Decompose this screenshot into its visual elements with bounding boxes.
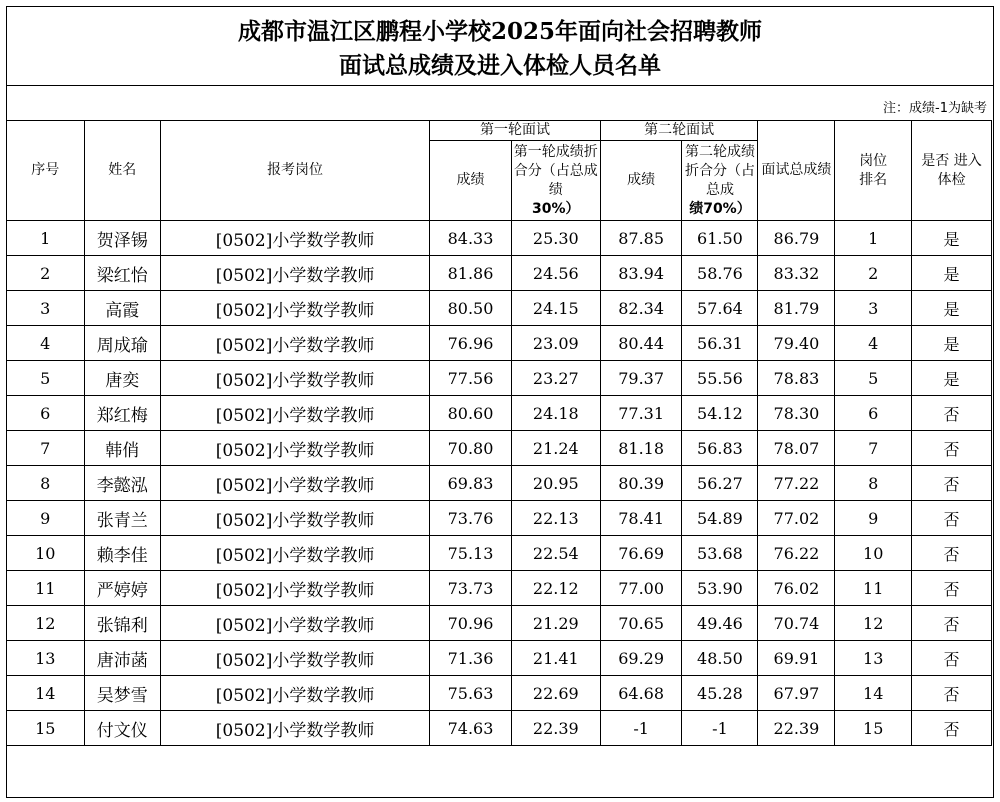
cell-physical: 是 bbox=[912, 256, 992, 291]
table-row bbox=[7, 536, 992, 571]
cell-r2-score: 77.00 bbox=[600, 571, 682, 606]
cell-physical: 否 bbox=[912, 536, 992, 571]
cell-r2-weighted: 53.68 bbox=[682, 536, 758, 571]
cell-seq: 11 bbox=[7, 571, 85, 606]
cell-name: 李懿泓 bbox=[84, 466, 160, 501]
cell-r2-weighted: 61.50 bbox=[682, 221, 758, 256]
cell-r1-weighted: 22.12 bbox=[511, 571, 600, 606]
cell-r2-score: 79.37 bbox=[600, 361, 682, 396]
title-line-2: 面试总成绩及进入体检人员名单 bbox=[339, 52, 661, 79]
cell-r1-weighted: 23.09 bbox=[511, 326, 600, 361]
cell-physical: 否 bbox=[912, 641, 992, 676]
cell-rank: 3 bbox=[835, 291, 912, 326]
cell-rank: 15 bbox=[835, 711, 912, 746]
cell-rank: 1 bbox=[835, 221, 912, 256]
cell-r2-score: 80.44 bbox=[600, 326, 682, 361]
cell-r1-score: 80.50 bbox=[430, 291, 512, 326]
cell-name: 贺泽锡 bbox=[84, 221, 160, 256]
cell-physical: 否 bbox=[912, 711, 992, 746]
cell-total: 81.79 bbox=[758, 291, 835, 326]
cell-rank: 10 bbox=[835, 536, 912, 571]
cell-r1-score: 69.83 bbox=[430, 466, 512, 501]
cell-r2-weighted: 57.64 bbox=[682, 291, 758, 326]
cell-total: 78.83 bbox=[758, 361, 835, 396]
cell-seq: 14 bbox=[7, 676, 85, 711]
cell-r2-score: 78.41 bbox=[600, 501, 682, 536]
cell-r1-weighted: 22.39 bbox=[511, 711, 600, 746]
cell-r1-weighted: 21.29 bbox=[511, 606, 600, 641]
cell-seq: 13 bbox=[7, 641, 85, 676]
cell-seq: 3 bbox=[7, 291, 85, 326]
cell-r2-weighted: 55.56 bbox=[682, 361, 758, 396]
cell-r2-weighted: 49.46 bbox=[682, 606, 758, 641]
cell-post: [0502]小学数学教师 bbox=[160, 431, 429, 466]
cell-r1-score: 76.96 bbox=[430, 326, 512, 361]
cell-r1-score: 70.80 bbox=[430, 431, 512, 466]
cell-physical: 否 bbox=[912, 431, 992, 466]
cell-seq: 15 bbox=[7, 711, 85, 746]
cell-r1-weighted: 22.54 bbox=[511, 536, 600, 571]
cell-r1-score: 80.60 bbox=[430, 396, 512, 431]
cell-seq: 4 bbox=[7, 326, 85, 361]
header-total-text: 面试总成绩 bbox=[761, 162, 832, 178]
cell-physical: 是 bbox=[912, 326, 992, 361]
cell-seq: 2 bbox=[7, 256, 85, 291]
cell-rank: 5 bbox=[835, 361, 912, 396]
document-sheet bbox=[6, 6, 994, 798]
cell-r2-weighted: 48.50 bbox=[682, 641, 758, 676]
cell-name: 吴梦雪 bbox=[84, 676, 160, 711]
table-row bbox=[7, 256, 992, 291]
cell-post: [0502]小学数学教师 bbox=[160, 396, 429, 431]
header-rank bbox=[835, 121, 912, 221]
cell-total: 76.02 bbox=[758, 571, 835, 606]
cell-post: [0502]小学数学教师 bbox=[160, 501, 429, 536]
cell-name: 高霞 bbox=[84, 291, 160, 326]
cell-rank: 6 bbox=[835, 396, 912, 431]
cell-name: 梁红怡 bbox=[84, 256, 160, 291]
cell-name: 唐沛菡 bbox=[84, 641, 160, 676]
cell-r2-weighted: 54.89 bbox=[682, 501, 758, 536]
cell-post: [0502]小学数学教师 bbox=[160, 571, 429, 606]
cell-r1-score: 75.63 bbox=[430, 676, 512, 711]
cell-rank: 11 bbox=[835, 571, 912, 606]
cell-seq: 6 bbox=[7, 396, 85, 431]
cell-name: 张锦利 bbox=[84, 606, 160, 641]
cell-rank: 14 bbox=[835, 676, 912, 711]
table-row bbox=[7, 676, 992, 711]
header-round2: 第二轮面试 bbox=[600, 121, 758, 141]
cell-r1-score: 73.76 bbox=[430, 501, 512, 536]
cell-r2-weighted: 58.76 bbox=[682, 256, 758, 291]
cell-rank: 13 bbox=[835, 641, 912, 676]
cell-name: 郑红梅 bbox=[84, 396, 160, 431]
cell-total: 22.39 bbox=[758, 711, 835, 746]
cell-total: 79.40 bbox=[758, 326, 835, 361]
cell-name: 唐奕 bbox=[84, 361, 160, 396]
table-row bbox=[7, 361, 992, 396]
cell-rank: 12 bbox=[835, 606, 912, 641]
cell-r2-weighted: 56.27 bbox=[682, 466, 758, 501]
cell-r1-score: 77.56 bbox=[430, 361, 512, 396]
cell-seq: 7 bbox=[7, 431, 85, 466]
cell-total: 77.02 bbox=[758, 501, 835, 536]
cell-physical: 是 bbox=[912, 221, 992, 256]
cell-physical: 否 bbox=[912, 501, 992, 536]
absence-note: 注：成绩-1为缺考 bbox=[883, 101, 987, 116]
cell-name: 付文仪 bbox=[84, 711, 160, 746]
cell-r2-score: 81.18 bbox=[600, 431, 682, 466]
table-row bbox=[7, 396, 992, 431]
table-row bbox=[7, 291, 992, 326]
document-title bbox=[7, 15, 993, 83]
cell-post: [0502]小学数学教师 bbox=[160, 711, 429, 746]
cell-r2-score: 87.85 bbox=[600, 221, 682, 256]
cell-name: 严婷婷 bbox=[84, 571, 160, 606]
table-row bbox=[7, 606, 992, 641]
header-r2-weighted-a: 第二轮成绩折合分（占总成 bbox=[684, 143, 755, 198]
cell-r1-weighted: 25.30 bbox=[511, 221, 600, 256]
cell-name: 张青兰 bbox=[84, 501, 160, 536]
cell-r1-score: 73.73 bbox=[430, 571, 512, 606]
cell-r2-score: 76.69 bbox=[600, 536, 682, 571]
header-r1-weighted-b: 30%） bbox=[532, 200, 580, 217]
cell-physical: 否 bbox=[912, 571, 992, 606]
cell-total: 67.97 bbox=[758, 676, 835, 711]
cell-post: [0502]小学数学教师 bbox=[160, 326, 429, 361]
header-r2-score: 成绩 bbox=[600, 141, 682, 221]
table-row bbox=[7, 221, 992, 256]
cell-post: [0502]小学数学教师 bbox=[160, 536, 429, 571]
title-line-1: 成都市温江区鹏程小学校2025年面向社会招聘教师 bbox=[237, 18, 762, 45]
cell-total: 83.32 bbox=[758, 256, 835, 291]
cell-name: 周成瑜 bbox=[84, 326, 160, 361]
cell-r1-weighted: 23.27 bbox=[511, 361, 600, 396]
table-footer-blank bbox=[7, 746, 992, 780]
cell-r2-weighted: -1 bbox=[682, 711, 758, 746]
cell-post: [0502]小学数学教师 bbox=[160, 291, 429, 326]
cell-r1-weighted: 22.69 bbox=[511, 676, 600, 711]
cell-total: 78.07 bbox=[758, 431, 835, 466]
cell-r2-score: -1 bbox=[600, 711, 682, 746]
cell-r1-score: 84.33 bbox=[430, 221, 512, 256]
cell-total: 78.30 bbox=[758, 396, 835, 431]
cell-seq: 1 bbox=[7, 221, 85, 256]
cell-r2-weighted: 45.28 bbox=[682, 676, 758, 711]
cell-r2-score: 77.31 bbox=[600, 396, 682, 431]
cell-rank: 7 bbox=[835, 431, 912, 466]
cell-r1-weighted: 21.24 bbox=[511, 431, 600, 466]
cell-seq: 12 bbox=[7, 606, 85, 641]
cell-physical: 否 bbox=[912, 606, 992, 641]
cell-r2-weighted: 53.90 bbox=[682, 571, 758, 606]
cell-post: [0502]小学数学教师 bbox=[160, 466, 429, 501]
header-physical-text: 是否 进入体检 bbox=[921, 152, 982, 188]
cell-rank: 4 bbox=[835, 326, 912, 361]
cell-r1-weighted: 22.13 bbox=[511, 501, 600, 536]
cell-total: 76.22 bbox=[758, 536, 835, 571]
cell-rank: 8 bbox=[835, 466, 912, 501]
cell-r2-score: 70.65 bbox=[600, 606, 682, 641]
cell-r1-weighted: 24.56 bbox=[511, 256, 600, 291]
header-r1-weighted bbox=[511, 141, 600, 221]
cell-physical: 是 bbox=[912, 291, 992, 326]
header-seq: 序号 bbox=[7, 121, 85, 221]
cell-post: [0502]小学数学教师 bbox=[160, 221, 429, 256]
cell-total: 70.74 bbox=[758, 606, 835, 641]
table-row bbox=[7, 326, 992, 361]
results-body bbox=[7, 221, 992, 746]
cell-physical: 否 bbox=[912, 396, 992, 431]
header-round1: 第一轮面试 bbox=[430, 121, 601, 141]
cell-physical: 否 bbox=[912, 676, 992, 711]
table-row bbox=[7, 711, 992, 746]
header-total bbox=[758, 121, 835, 221]
cell-post: [0502]小学数学教师 bbox=[160, 676, 429, 711]
cell-rank: 9 bbox=[835, 501, 912, 536]
table-row bbox=[7, 431, 992, 466]
title-divider bbox=[7, 85, 993, 86]
cell-total: 77.22 bbox=[758, 466, 835, 501]
cell-r1-score: 70.96 bbox=[430, 606, 512, 641]
header-physical bbox=[912, 121, 992, 221]
table-row bbox=[7, 641, 992, 676]
cell-total: 69.91 bbox=[758, 641, 835, 676]
cell-seq: 9 bbox=[7, 501, 85, 536]
header-r1-weighted-a: 第一轮成绩折合分（占总成绩 bbox=[513, 143, 598, 198]
table-row bbox=[7, 571, 992, 606]
cell-r1-score: 75.13 bbox=[430, 536, 512, 571]
cell-name: 赖李佳 bbox=[84, 536, 160, 571]
cell-total: 86.79 bbox=[758, 221, 835, 256]
cell-r1-weighted: 21.41 bbox=[511, 641, 600, 676]
cell-r2-score: 82.34 bbox=[600, 291, 682, 326]
cell-r1-weighted: 20.95 bbox=[511, 466, 600, 501]
cell-seq: 8 bbox=[7, 466, 85, 501]
table-row bbox=[7, 501, 992, 536]
cell-physical: 否 bbox=[912, 466, 992, 501]
header-r2-weighted bbox=[682, 141, 758, 221]
cell-post: [0502]小学数学教师 bbox=[160, 606, 429, 641]
header-rank-text: 岗位排名 bbox=[859, 152, 888, 188]
cell-r2-score: 69.29 bbox=[600, 641, 682, 676]
cell-r1-score: 74.63 bbox=[430, 711, 512, 746]
cell-name: 韩俏 bbox=[84, 431, 160, 466]
header-name: 姓名 bbox=[84, 121, 160, 221]
cell-post: [0502]小学数学教师 bbox=[160, 641, 429, 676]
cell-post: [0502]小学数学教师 bbox=[160, 361, 429, 396]
cell-r2-score: 83.94 bbox=[600, 256, 682, 291]
header-post: 报考岗位 bbox=[160, 121, 429, 221]
cell-r1-weighted: 24.15 bbox=[511, 291, 600, 326]
cell-r2-weighted: 56.83 bbox=[682, 431, 758, 466]
header-r2-weighted-b: 绩70%） bbox=[689, 200, 751, 217]
cell-physical: 是 bbox=[912, 361, 992, 396]
header-r1-score: 成绩 bbox=[430, 141, 512, 221]
cell-r2-weighted: 54.12 bbox=[682, 396, 758, 431]
cell-rank: 2 bbox=[835, 256, 912, 291]
cell-seq: 10 bbox=[7, 536, 85, 571]
results-table bbox=[6, 120, 992, 780]
cell-r1-weighted: 24.18 bbox=[511, 396, 600, 431]
cell-r2-score: 64.68 bbox=[600, 676, 682, 711]
table-row bbox=[7, 466, 992, 501]
cell-r1-score: 81.86 bbox=[430, 256, 512, 291]
cell-r2-weighted: 56.31 bbox=[682, 326, 758, 361]
cell-post: [0502]小学数学教师 bbox=[160, 256, 429, 291]
cell-r1-score: 71.36 bbox=[430, 641, 512, 676]
cell-seq: 5 bbox=[7, 361, 85, 396]
cell-r2-score: 80.39 bbox=[600, 466, 682, 501]
